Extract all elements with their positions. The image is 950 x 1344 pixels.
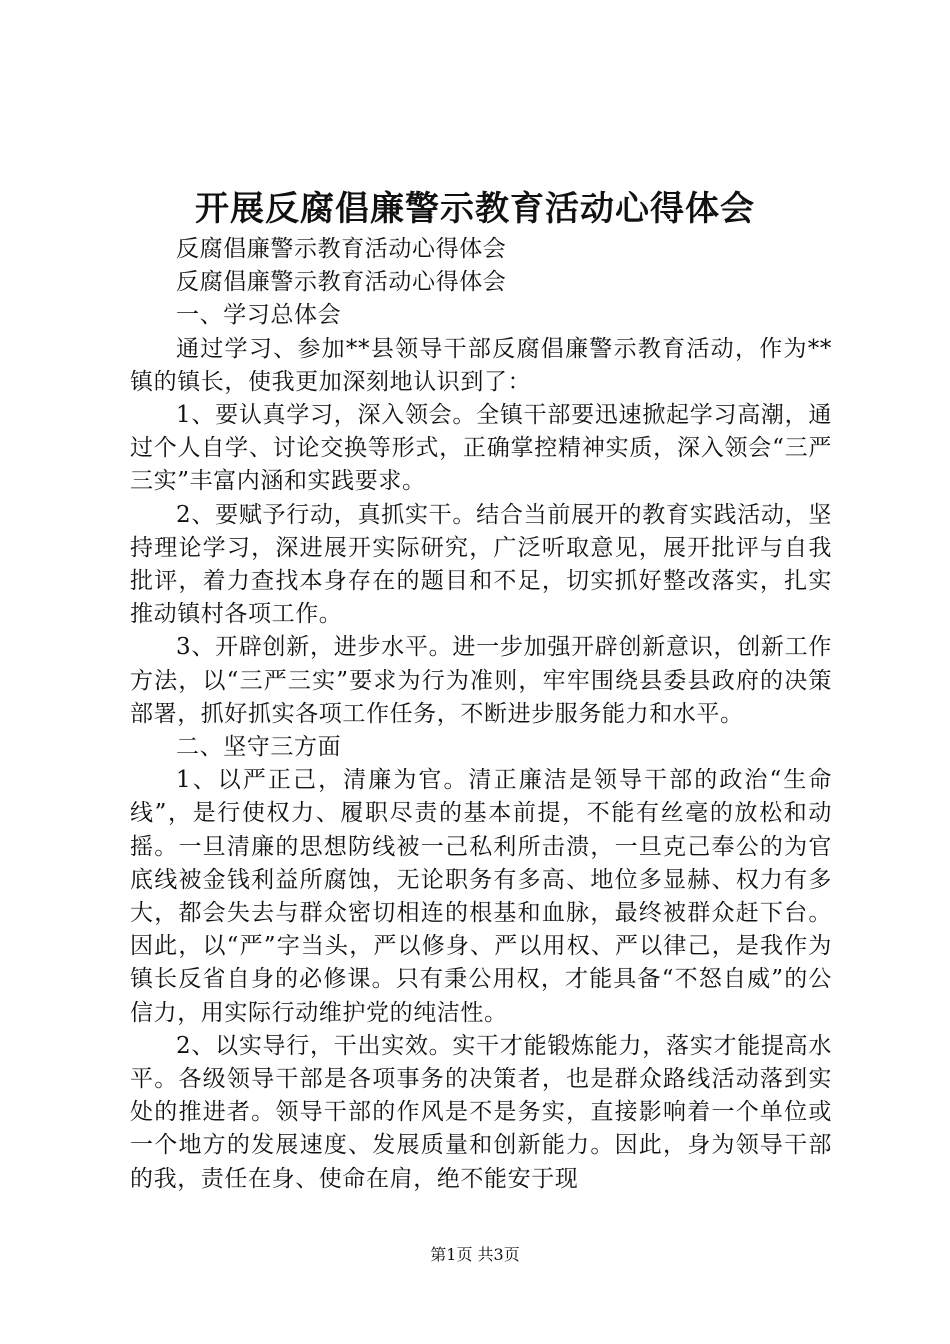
body-paragraph: 通过学习、参加**县领导干部反腐倡廉警示教育活动，作为**镇的镇长，使我更加深刻地认识到了： (130, 335, 832, 395)
page-number-footer: 第1页 共3页 (430, 1245, 520, 1264)
section-heading: 二、坚守三方面 (176, 734, 342, 761)
body-paragraph: 2、以实导行，干出实效。实干才能锻炼能力，落实才能提高水平。各级领导干部是各项事务的决策者，也是群众路线活动落到实处的推进者。领导干部的作风是不是务实，直接影响着一个单位或一个地方的发展速度、发展质量和创新能力。因此，身为领导干部的我，责任在身、使命在肩，绝不能安于现 (130, 1032, 832, 1192)
body-paragraph: 反腐倡廉警示教育活动心得体会 (176, 236, 507, 262)
document-body (130, 233, 832, 1196)
body-paragraph: 2、要赋予行动，真抓实干。结合当前展开的教育实践活动，坚持理论学习，深进展开实际研究，广泛听取意见，展开批评与自我批评，着力查找本身存在的题目和不足，切实抓好整改落实，扎实推动镇村各项工作。 (130, 501, 832, 628)
document-title: 开展反腐倡廉警示教育活动心得体会 (195, 189, 755, 229)
body-paragraph: 1、要认真学习，深入领会。全镇干部要迅速掀起学习高潮，通过个人自学、讨论交换等形式，正确掌控精神实质，深入领会“三严三实”丰富内涵和实践要求。 (130, 402, 832, 495)
body-paragraph: 1、以严正己，清廉为官。清正廉洁是领导干部的政治“生命线”，是行使权力、履职尽责的基本前提，不能有丝毫的放松和动摇。一旦清廉的思想防线被一己私利所击溃，一旦克己奉公的为官底线被金钱利益所腐蚀，无论职务有多高、地位多显赫、权力有多大，都会失去与群众密切相连的根基和血脉，最终被群众赶下台。因此，以“严”字当头，严以修身、严以用权、严以律己，是我作为镇长反省自身的必修课。只有秉公用权，才能具备“不怒自威”的公信力，用实际行动维护党的纯洁性。 (130, 767, 832, 1026)
body-paragraph: 3、开辟创新，进步水平。进一步加强开辟创新意识，创新工作方法，以“三严三实”要求为行为准则，牢牢围绕县委县政府的决策部署，抓好抓实各项工作任务，不断进步服务能力和水平。 (130, 634, 832, 727)
body-paragraph: 反腐倡廉警示教育活动心得体会 (176, 269, 507, 296)
section-heading: 一、学习总体会 (176, 302, 342, 329)
